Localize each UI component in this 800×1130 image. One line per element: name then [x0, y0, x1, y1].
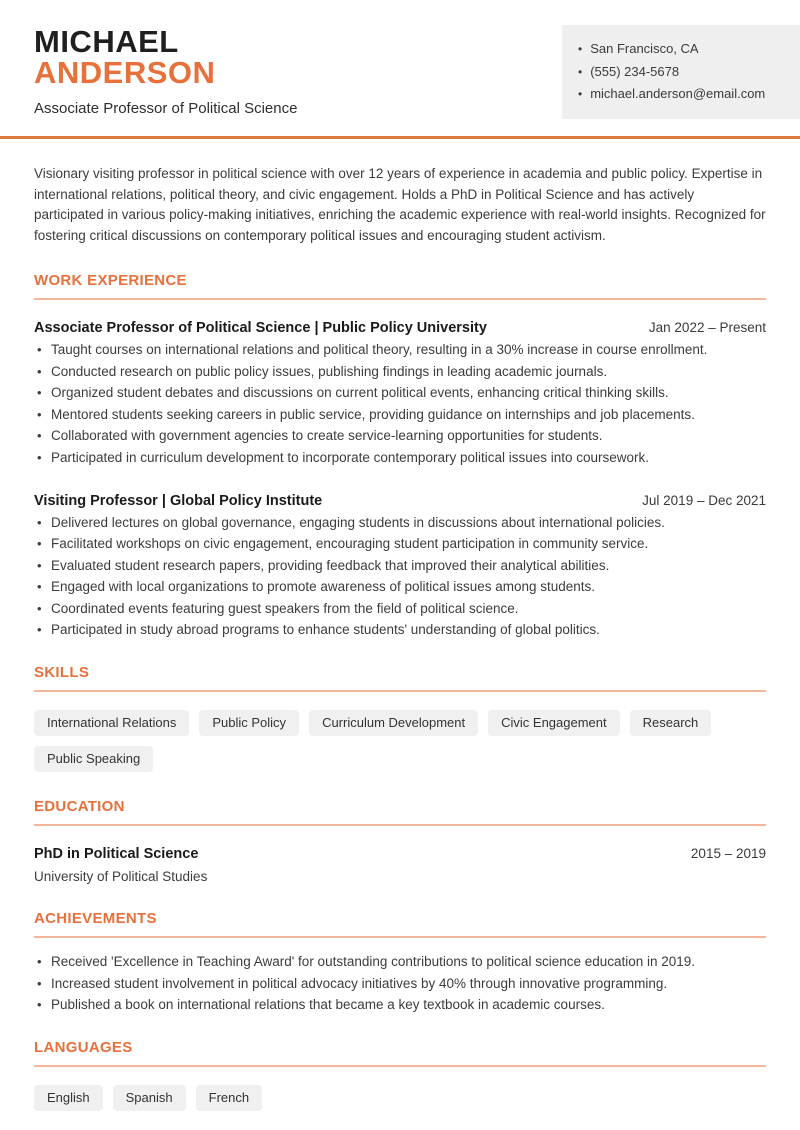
resume-header: [0, 0, 800, 136]
job-bullet: • Organized student debates and discussions on current political events, enhancing critical thinking skills.: [34, 385, 766, 401]
job-bullet: • Conducted research on public policy issues, publishing findings in leading academic journals.: [34, 364, 766, 380]
job-bullet: • Engaged with local organizations to promote awareness of political issues among students.: [34, 579, 766, 595]
first-name: MICHAEL: [34, 24, 179, 59]
job-bullet: • Participated in study abroad programs to enhance students' understanding of global politics.: [34, 622, 766, 638]
achievements-list: [34, 954, 766, 1013]
job-entry: [34, 320, 766, 466]
skill-tag: Civic Engagement: [488, 710, 620, 736]
last-name: ANDERSON: [34, 55, 216, 90]
summary-paragraph: Visionary visiting professor in political science with over 12 years of experience in academia and public policy. Expertise in international relations, political theory, and civic engagement. Holds a PhD in Political Science and has actively participated in various policy-making initiatives, enriching the academic experience with real-world insights. Recognized for fostering critical discussions on contemporary political issues and encouraging student activism.: [34, 166, 766, 243]
section-skills: [34, 664, 766, 772]
job-bullet-list: [34, 342, 766, 466]
header-job-title: Associate Professor of Political Science: [34, 100, 298, 117]
education-dates: 2015 – 2019: [690, 846, 766, 862]
achievements-heading: ACHIEVEMENTS: [34, 910, 766, 938]
skill-tag: Public Policy: [199, 710, 299, 736]
work-experience-heading: WORK EXPERIENCE: [34, 272, 766, 300]
bullet-icon: •: [578, 87, 583, 101]
contact-location-text: San Francisco, CA: [590, 41, 699, 56]
languages-tag-row: [34, 1085, 766, 1111]
bullet-icon: •: [578, 64, 583, 79]
contact-phone-text: (555) 234-5678: [590, 63, 680, 79]
education-entry-header: [34, 846, 766, 862]
skill-tag: Curriculum Development: [309, 710, 478, 736]
achievement-bullet: • Published a book on international relations that became a key textbook in academic courses.: [34, 997, 766, 1013]
job-bullet: • Taught courses on international relations and political theory, resulting in a 30% increase in course enrollment.: [34, 342, 766, 358]
job-title-company: Associate Professor of Political Science | Public Policy University: [34, 320, 487, 337]
resume-content: [0, 164, 800, 1111]
skill-tag: International Relations: [34, 710, 189, 736]
job-bullet: • Evaluated student research papers, providing feedback that improved their analytical abilities.: [34, 558, 766, 574]
job-bullet: • Delivered lectures on global governance, engaging students in discussions about international policies.: [34, 515, 766, 531]
languages-heading: LANGUAGES: [34, 1039, 766, 1067]
job-bullet: • Facilitated workshops on civic engagement, encouraging student participation in community service.: [34, 536, 766, 552]
job-entry-header: [34, 493, 766, 509]
bullet-icon: •: [578, 42, 583, 56]
contact-box: [562, 25, 800, 119]
language-tag: French: [196, 1085, 262, 1111]
section-languages: [34, 1039, 766, 1111]
skill-tag: Research: [630, 710, 712, 736]
job-entry-header: [34, 320, 766, 336]
job-bullet: • Participated in curriculum development to incorporate contemporary political issues into coursework.: [34, 450, 766, 466]
contact-location: [578, 38, 792, 61]
skill-tag: Public Speaking: [34, 746, 153, 772]
job-title-company: Visiting Professor | Global Policy Institute: [34, 492, 323, 509]
job-dates: Jan 2022 – Present: [648, 320, 766, 336]
contact-email: [578, 83, 792, 106]
job-bullet: • Collaborated with government agencies to create service-learning opportunities for students.: [34, 428, 766, 444]
contact-phone: [578, 61, 792, 84]
job-entry: [34, 493, 766, 639]
skills-heading: SKILLS: [34, 664, 766, 692]
job-bullet: • Coordinated events featuring guest speakers from the field of political science.: [34, 601, 766, 617]
skills-tag-row: [34, 710, 766, 772]
language-tag: Spanish: [113, 1085, 186, 1111]
job-bullet: • Mentored students seeking careers in public service, providing guidance on internships and job placements.: [34, 407, 766, 423]
school-name: University of Political Studies: [34, 869, 208, 885]
degree-title: PhD in Political Science: [34, 846, 199, 863]
job-bullet-list: [34, 515, 766, 639]
section-achievements: [34, 910, 766, 1013]
section-work-experience: [34, 272, 766, 638]
name-block: [0, 0, 297, 117]
education-heading: EDUCATION: [34, 798, 766, 826]
contact-email-text: michael.anderson@email.com: [590, 86, 766, 101]
section-education: [34, 798, 766, 884]
language-tag: English: [34, 1085, 103, 1111]
achievement-bullet: • Received 'Excellence in Teaching Award' for outstanding contributions to political science education in 2019.: [34, 954, 766, 970]
header-divider: [0, 136, 800, 139]
achievement-bullet: • Increased student involvement in political advocacy initiatives by 40% through innovative programming.: [34, 976, 766, 992]
job-dates: Jul 2019 – Dec 2021: [642, 492, 766, 508]
